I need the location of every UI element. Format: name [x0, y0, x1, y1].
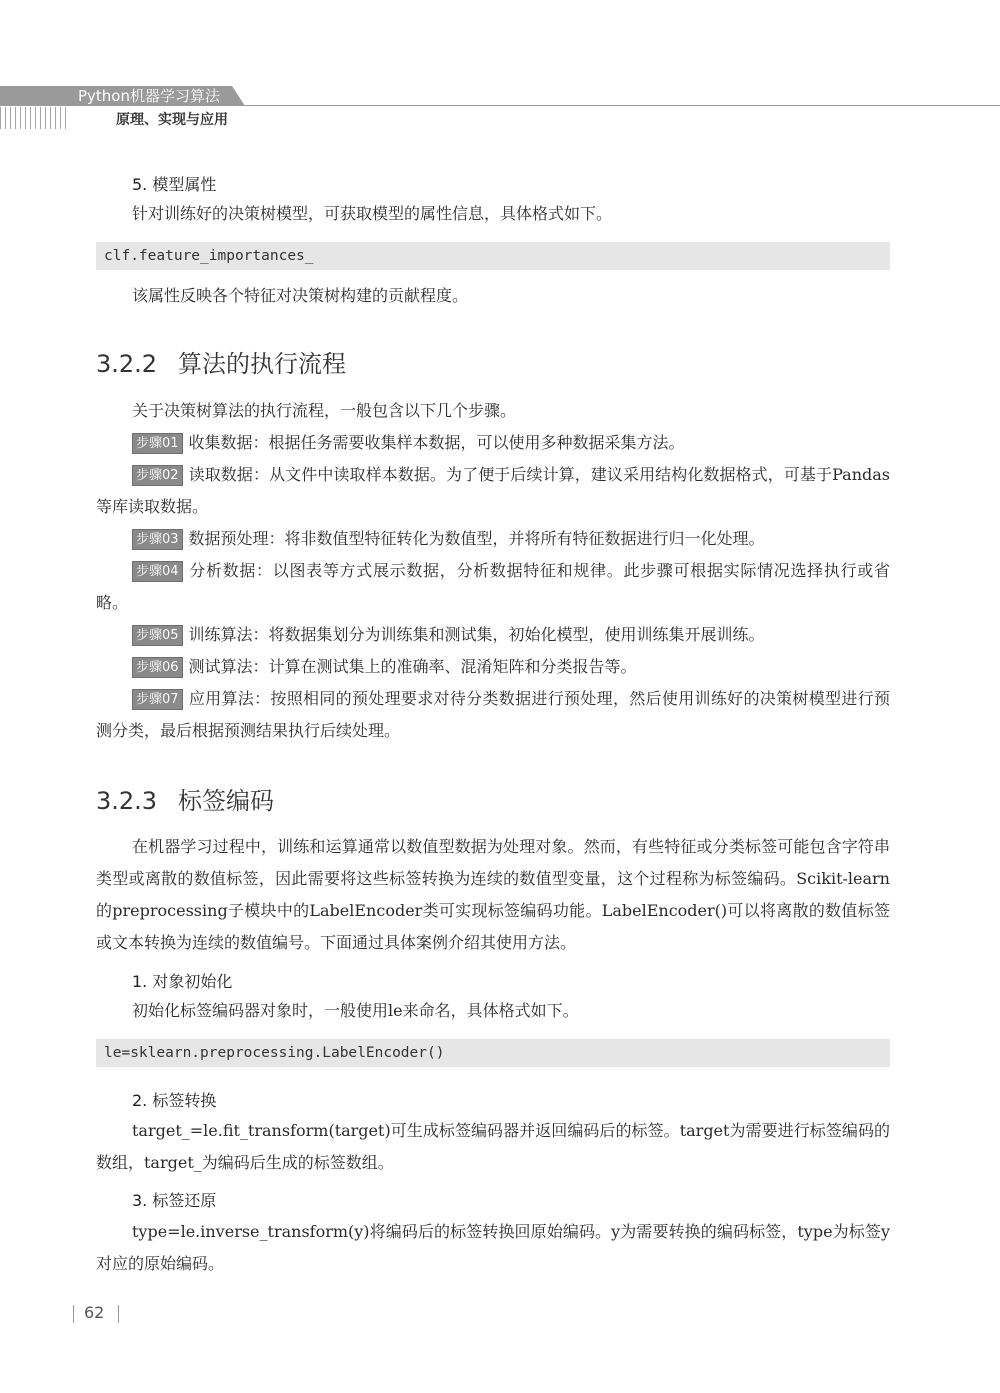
- step-badge: 步骤06: [132, 657, 183, 678]
- model-attr-heading: 5. 模型属性: [132, 175, 217, 194]
- book-subtitle: 原理、实现与应用: [116, 112, 228, 128]
- book-title: Python机器学习算法: [78, 87, 220, 105]
- header-rule: [0, 105, 1000, 106]
- step-item: [96, 683, 890, 747]
- subsection-heading-inverse: 3. 标签还原: [132, 1191, 217, 1210]
- step-badge: 步骤04: [132, 561, 183, 582]
- step-text: 训练算法：将数据集划分为训练集和测试集，初始化模型，使用训练集开展训练。: [188, 625, 765, 644]
- step-text: 分析数据：以图表等方式展示数据，分析数据特征和规律。此步骤可根据实际情况选择执行或省略。: [96, 561, 890, 612]
- code-block-feature-importances: clf.feature_importances_: [96, 242, 890, 270]
- step-item: [96, 619, 890, 651]
- subsection-heading-transform: 2. 标签转换: [132, 1091, 217, 1110]
- workflow-intro: 关于决策树算法的执行流程，一般包含以下几个步骤。: [132, 401, 517, 420]
- section-number: 3.2.3: [96, 787, 158, 815]
- label-encoding-intro: 在机器学习过程中，训练和运算通常以数值型数据为处理对象。然而，有些特征或分类标签可能包含字符串类型或离散的数值标签，因此需要将这些标签转换为连续的数值型变量，这个过程称为标签编码。Scikit-learn的preprocessing子模块中的LabelEncoder类可实现标签编码功能。LabelEncoder()可以将离散的数值标签或文本转换为连续的数值编号。下面通过具体案例介绍其使用方法。: [96, 837, 890, 952]
- code-block-label-encoder: le=sklearn.preprocessing.LabelEncoder(): [96, 1039, 890, 1067]
- model-attr-intro: 针对训练好的决策树模型，可获取模型的属性信息，具体格式如下。: [132, 204, 613, 223]
- subsection-text-init: 初始化标签编码器对象时，一般使用le来命名，具体格式如下。: [132, 1001, 579, 1020]
- section-heading-3-2-3: [96, 781, 274, 816]
- step-item: [96, 427, 890, 459]
- step-badge: 步骤01: [132, 433, 183, 454]
- step-text: 应用算法：按照相同的预处理要求对待分类数据进行预处理，然后使用训练好的决策树模型进行预测分类，最后根据预测结果执行后续处理。: [96, 689, 890, 740]
- page-number: 62: [84, 1303, 105, 1322]
- step-text: 数据预处理：将非数值型特征转化为数值型，并将所有特征数据进行归一化处理。: [188, 529, 765, 548]
- step-badge: 步骤05: [132, 625, 183, 646]
- step-badge: 步骤07: [132, 689, 183, 710]
- section-title: 算法的执行流程: [178, 350, 346, 378]
- step-badge: 步骤03: [132, 529, 183, 550]
- step-text: 测试算法：计算在测试集上的准确率、混淆矩阵和分类报告等。: [188, 657, 637, 676]
- subsection-heading-init: 1. 对象初始化: [132, 972, 233, 991]
- step-item: [96, 651, 890, 683]
- folio-right-rule: [118, 1305, 119, 1323]
- step-text: 收集数据：根据任务需要收集样本数据，可以使用多种数据采集方法。: [188, 433, 685, 452]
- section-number: 3.2.2: [96, 350, 158, 378]
- subsection-text-inverse: type=le.inverse_transform(y)将编码后的标签转换回原始编码。y为需要转换的编码标签，type为标签y对应的原始编码。: [96, 1222, 890, 1273]
- step-item: [96, 555, 890, 619]
- step-text: 读取数据：从文件中读取样本数据。为了便于后续计算，建议采用结构化数据格式，可基于Pandas等库读取数据。: [96, 465, 890, 516]
- model-attr-note: 该属性反映各个特征对决策树构建的贡献程度。: [132, 286, 469, 305]
- folio-left-rule: [73, 1305, 74, 1323]
- subsection-text-transform: target_=le.fit_transform(target)可生成标签编码器并返回编码后的标签。target为需要进行标签编码的数组，target_为编码后生成的标签数组。: [96, 1121, 890, 1172]
- step-item: [96, 523, 890, 555]
- step-badge: 步骤02: [132, 465, 183, 486]
- header-tick-decoration: [0, 107, 66, 129]
- section-title: 标签编码: [178, 787, 274, 815]
- step-item: [96, 459, 890, 523]
- section-heading-3-2-2: [96, 344, 346, 379]
